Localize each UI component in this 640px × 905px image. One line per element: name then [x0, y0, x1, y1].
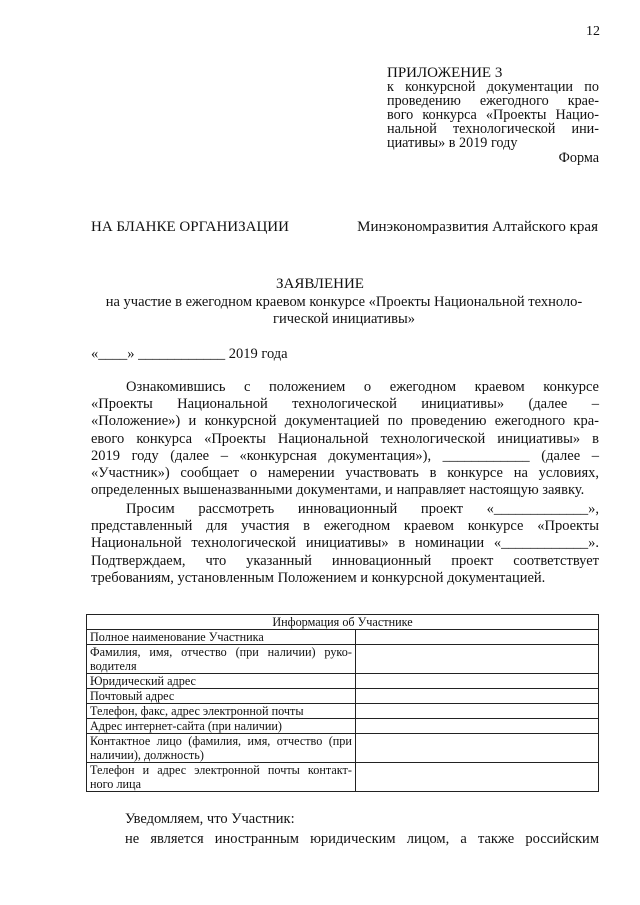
- addressee: Минэкономразвития Алтайского края: [357, 219, 598, 235]
- subtitle-line: на участие в ежегодном краевом конкурсе «Проекты Национальной техноло-: [105, 294, 583, 310]
- field-label: [87, 763, 356, 792]
- field-label: [87, 704, 356, 719]
- field-label-line: Адрес интернет-сайта (при наличии): [90, 719, 282, 733]
- participant-info-table: [86, 614, 599, 792]
- field-value[interactable]: [355, 763, 598, 792]
- field-label: [87, 734, 356, 763]
- table-row: [87, 630, 599, 645]
- table-header-row: [87, 615, 599, 630]
- paragraph-line: «Проекты Национальной технологической инициативы» (далее –: [91, 396, 599, 413]
- table-row: [87, 719, 599, 734]
- annex-line: нальной технологической ини-: [387, 121, 599, 137]
- document-subtitle: [88, 294, 600, 328]
- table-row: [87, 704, 599, 719]
- field-value[interactable]: [355, 719, 598, 734]
- annex-line: циативы» в 2019 году: [387, 135, 518, 151]
- paragraph-line: представленный для участия в ежегодном краевом конкурсе «Проекты: [91, 518, 599, 535]
- paragraph-line: Национальной технологической инициативы» в номинации «____________».: [91, 535, 599, 552]
- table-row: [87, 734, 599, 763]
- field-label-line: Полное наименование Участника: [90, 630, 264, 644]
- field-label-line: ного лица: [90, 777, 141, 791]
- paragraph-line: Подтверждаем, что указанный инновационный проект соответствует: [91, 552, 599, 569]
- field-label-line: наличии), должность): [90, 748, 204, 762]
- annex-block: [387, 66, 599, 150]
- notice-line: не является иностранным юридическим лицом, а также российским: [125, 831, 599, 847]
- field-value[interactable]: [355, 704, 598, 719]
- field-value[interactable]: [355, 645, 598, 674]
- field-label-line: водителя: [90, 659, 137, 673]
- date-line: «____» ____________ 2019 года: [91, 346, 288, 362]
- page-number: 12: [586, 24, 600, 39]
- field-label: [87, 630, 356, 645]
- annex-line: проведению ежегодного крае-: [387, 93, 599, 109]
- field-label: [87, 645, 356, 674]
- subtitle-line: гической инициативы»: [273, 311, 415, 327]
- paragraph-line: определенных вышеназванными документами, и направляет настоящую заявку.: [91, 482, 585, 499]
- table-header: Информация об Участнике: [87, 615, 599, 630]
- paragraph-line: «Участник») сообщает о намерении участвовать в конкурсе на условиях,: [91, 465, 599, 482]
- paragraph-line: Просим рассмотреть инновационный проект «_____________»,: [126, 501, 599, 517]
- field-label-line: Контактное лицо (фамилия, имя, отчество (при: [90, 734, 352, 748]
- annex-line: вого конкурса «Проекты Нацио-: [387, 107, 599, 123]
- paragraph-line: Ознакомившись с положением о ежегодном краевом конкурсе: [126, 379, 599, 395]
- field-label: [87, 719, 356, 734]
- paragraph-line: требованиям, установленным Положением и конкурсной документацией.: [91, 569, 546, 586]
- paragraph-request: [91, 501, 599, 587]
- table-row: [87, 763, 599, 792]
- field-label: [87, 689, 356, 704]
- field-label-line: Телефон и адрес электронной почты контакт-: [90, 763, 352, 777]
- annex-title: ПРИЛОЖЕНИЕ 3: [387, 65, 503, 81]
- field-label: [87, 674, 356, 689]
- field-value[interactable]: [355, 689, 598, 704]
- notice-heading: Уведомляем, что Участник:: [125, 811, 295, 827]
- form-label: Форма: [558, 150, 599, 166]
- field-value[interactable]: [355, 674, 598, 689]
- field-label-line: Юридический адрес: [90, 674, 196, 688]
- field-value[interactable]: [355, 630, 598, 645]
- paragraph-line: евого конкурса «Проекты Национальной технологической инициативы» в: [91, 430, 599, 447]
- notice-text: [125, 831, 599, 848]
- paragraph-line: «Положение») и конкурсной документацией по проведению ежегодного кра-: [91, 413, 599, 430]
- field-value[interactable]: [355, 734, 598, 763]
- field-label-line: Фамилия, имя, отчество (при наличии) руко-: [90, 645, 352, 659]
- field-label-line: Телефон, факс, адрес электронной почты: [90, 704, 304, 718]
- table-row: [87, 689, 599, 704]
- paragraph-line: 2019 году (далее – «конкурсная документация»), ____________ (далее –: [91, 447, 599, 464]
- paragraph-intro: [91, 379, 599, 499]
- field-label-line: Почтовый адрес: [90, 689, 175, 703]
- table-row: [87, 674, 599, 689]
- document-title: ЗАЯВЛЕНИЕ: [276, 276, 364, 292]
- letterhead-label: НА БЛАНКЕ ОРГАНИЗАЦИИ: [91, 219, 289, 235]
- annex-line: к конкурсной документации по: [387, 79, 599, 95]
- table-row: [87, 645, 599, 674]
